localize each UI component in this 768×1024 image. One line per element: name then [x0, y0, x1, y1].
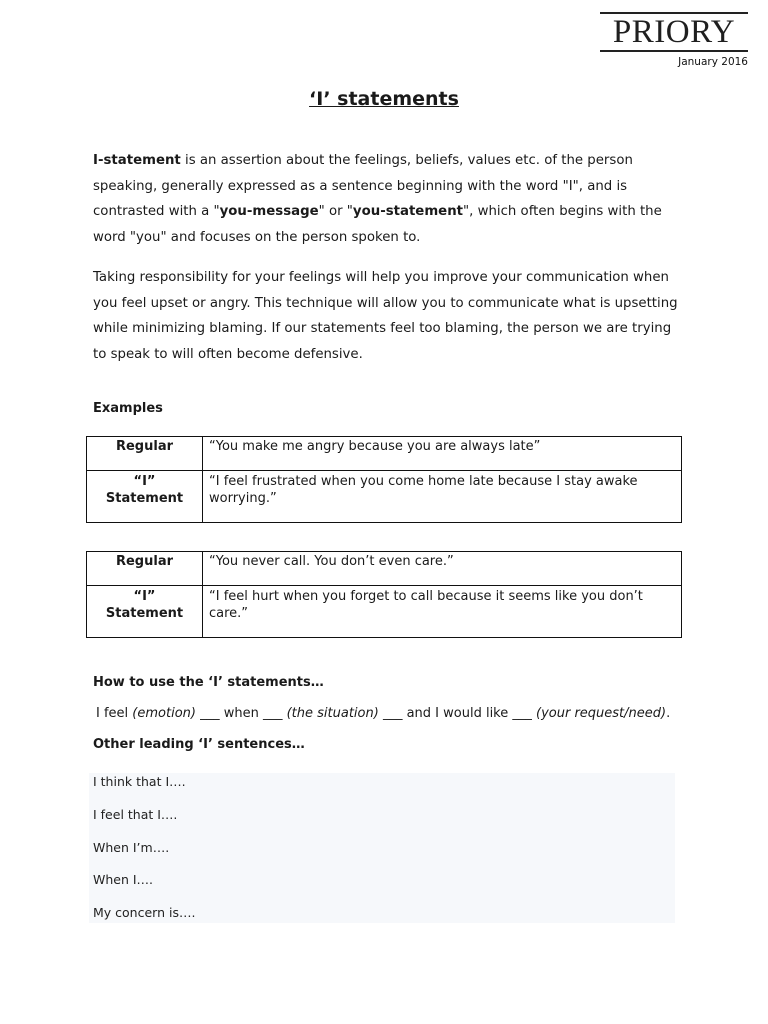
i-statement-text: “I feel frustrated when you come home late because I stay awake worrying.” [203, 471, 682, 523]
responsibility-paragraph-wrap [93, 265, 683, 367]
table-row [87, 471, 682, 523]
examples-heading: Examples [93, 401, 163, 416]
table-row [87, 552, 682, 586]
term-you-message: you-message [219, 204, 319, 219]
intro-paragraph [93, 148, 683, 250]
page-title-wrap [0, 88, 768, 110]
i-statement-label: “I” Statement [87, 586, 203, 638]
leading-sentences-box [89, 773, 675, 923]
regular-text: “You make me angry because you are always late” [203, 437, 682, 471]
logo-bottom-rule [600, 50, 748, 52]
howto-emotion: (emotion) [132, 706, 196, 721]
document-date: January 2016 [678, 56, 748, 68]
howto-heading: How to use the ‘I’ statements… [93, 675, 324, 690]
table-row [87, 586, 682, 638]
responsibility-paragraph: Taking responsibility for your feelings will help you improve your communication when you feel upset or angry. This technique will allow you to communicate what is upsetting while minimizing blaming. If our statements feel too blaming, the person we are trying to speak to will often become defensive. [93, 270, 678, 362]
priory-logo [600, 12, 748, 52]
howto-text-3: ___ and I would like ___ [378, 706, 537, 721]
logo-text: PRIORY [612, 14, 736, 50]
table-row [87, 437, 682, 471]
intro-text-3: ", which often begins with the word "you" and focuses on the person spoken to. [93, 204, 662, 245]
other-sentences-heading: Other leading ‘I’ sentences… [93, 737, 305, 752]
howto-text-2: ___ when ___ [195, 706, 287, 721]
intro-paragraph-wrap [93, 148, 683, 250]
list-item: I think that I…. [93, 774, 186, 789]
page-title: ‘I’ statements [309, 88, 459, 110]
term-i-statement: I-statement [93, 153, 181, 168]
example-table-1 [86, 436, 682, 523]
list-item: When I’m…. [93, 840, 170, 855]
i-statement-label: “I” Statement [87, 471, 203, 523]
howto-text-1: I feel [96, 706, 133, 721]
howto-template [96, 706, 670, 721]
i-statement-text: “I feel hurt when you forget to call because it seems like you don’t care.” [203, 586, 682, 638]
intro-text-1: is an assertion about the feelings, beliefs, values etc. of the person speaking, generally expressed as a sentence beginning with the word "I", and is contrasted with a " [93, 153, 633, 219]
regular-text: “You never call. You don’t even care.” [203, 552, 682, 586]
regular-label: Regular [87, 437, 203, 471]
list-item: I feel that I…. [93, 807, 178, 822]
list-item: When I…. [93, 872, 154, 887]
intro-text-2: " or " [318, 204, 353, 219]
term-you-statement: you-statement [352, 204, 464, 219]
howto-text-4: . [666, 706, 671, 721]
regular-label: Regular [87, 552, 203, 586]
howto-request: (your request/need) [536, 706, 667, 721]
list-item: My concern is…. [93, 905, 196, 920]
example-table-2 [86, 551, 682, 638]
howto-situation: (the situation) [286, 706, 379, 721]
